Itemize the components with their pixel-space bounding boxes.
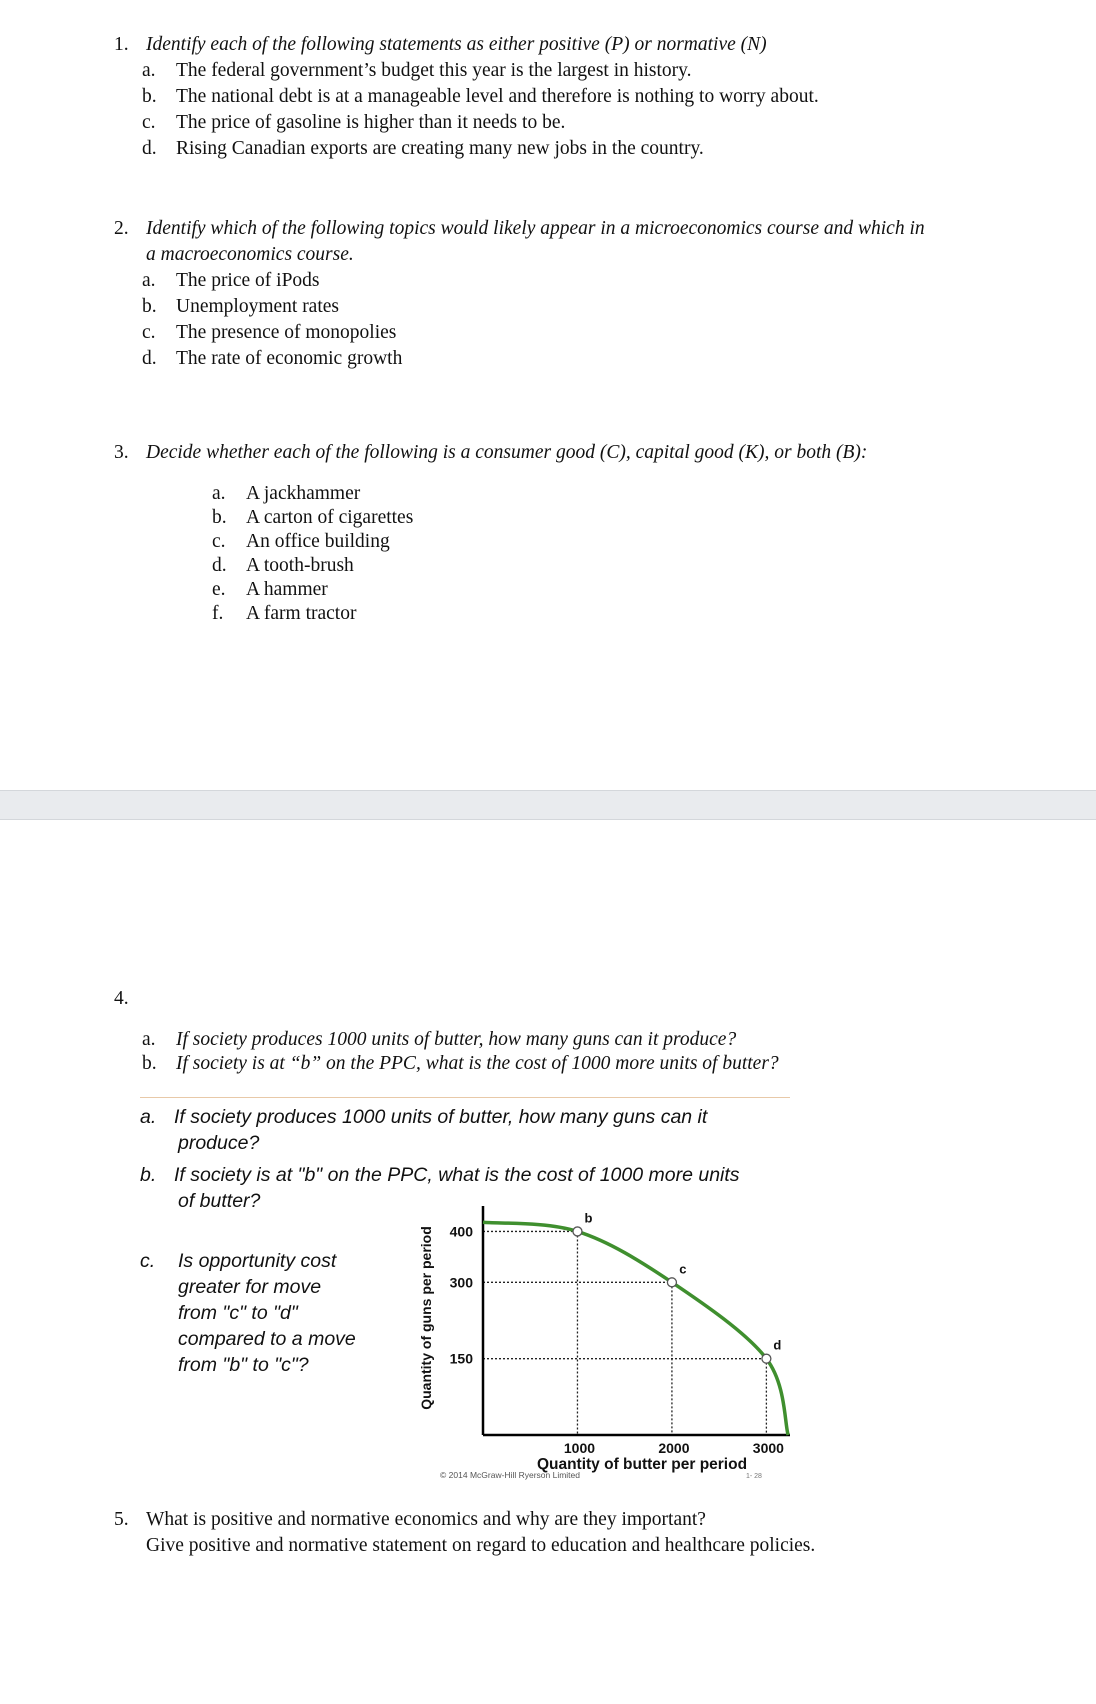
q1-number: 1.: [114, 34, 129, 55]
q3-item-f: f. A farm tractor: [212, 603, 357, 624]
q2-prompt-line2: a macroeconomics course.: [146, 244, 354, 265]
q4-item-a: a. If society produces 1000 units of butter, how many guns can it produce?: [142, 1029, 737, 1050]
point-label-b: b: [584, 1210, 593, 1226]
q4-number: 4.: [114, 988, 129, 1009]
slide-question-c-line2: greater for move: [178, 1276, 322, 1298]
slide-question-a: a. If society produces 1000 units of butter, how many guns can it: [140, 1106, 708, 1128]
x-tick-1000: 1000: [563, 1440, 596, 1456]
q1-prompt: 1. Identify each of the following statements as either positive (P) or normative (N): [114, 32, 767, 58]
q5-line1: 5. What is positive and normative economics and why are they important?: [114, 1507, 706, 1533]
dotted-guides: [483, 1231, 766, 1435]
point-label-d: d: [773, 1337, 782, 1353]
y-tick-400: 400: [449, 1223, 473, 1240]
q3-item-b: b. A carton of cigarettes: [212, 507, 414, 528]
slide-question-b: b. If society is at "b" on the PPC, what is the cost of 1000 more units: [140, 1164, 740, 1186]
copyright-note: © 2014 McGraw-Hill Ryerson Limited: [440, 1470, 580, 1480]
point-b: [573, 1227, 582, 1236]
y-axis-label: Quantity of guns per period: [418, 1226, 434, 1410]
q1-item-b: b. The national debt is at a manageable level and therefore is nothing to worry about.: [142, 86, 819, 107]
q2-item-a: a. The price of iPods: [142, 270, 320, 291]
x-tick-2000: 2000: [658, 1440, 690, 1456]
q4-item-b: b. If society is at “b” on the PPC, what is the cost of 1000 more units of butter?: [142, 1053, 779, 1074]
q2-item-d: d. The rate of economic growth: [142, 348, 403, 369]
slide-question-c-line4: compared to a move: [178, 1328, 356, 1350]
slide-question-a-line2: produce?: [178, 1132, 260, 1154]
q2-number: 2.: [114, 218, 129, 239]
q3-number: 3.: [114, 442, 129, 463]
slide-number: 1- 28: [746, 1473, 762, 1480]
q1-item-c: c. The price of gasoline is higher than it needs to be.: [142, 112, 566, 133]
ppc-chart: [370, 1200, 820, 1490]
x-tick-labels: [564, 1440, 784, 1456]
q3-item-d: d. A tooth-brush: [212, 555, 354, 576]
q3-item-e: e. A hammer: [212, 579, 328, 600]
q1-item-d: d. Rising Canadian exports are creating many new jobs in the country.: [142, 138, 704, 159]
figure-top-rule: [140, 1097, 790, 1098]
q2-item-b: b. Unemployment rates: [142, 296, 339, 317]
ppc-curve: [483, 1222, 788, 1435]
q3-item-a: a. A jackhammer: [212, 483, 361, 504]
slide-question-c-line3: from "c" to "d": [178, 1302, 298, 1324]
x-axis-label: Quantity of butter per period: [536, 1456, 748, 1473]
q3-item-c: c. An office building: [212, 531, 390, 552]
q5-number: 5.: [114, 1509, 129, 1530]
slide-question-b-line2: of butter?: [178, 1190, 261, 1212]
point-label-c: c: [679, 1261, 687, 1277]
q2-item-c: c. The presence of monopolies: [142, 322, 397, 343]
x-tick-3000: 3000: [752, 1440, 784, 1456]
slide-question-c-line5: from "b" to "c"?: [178, 1354, 309, 1376]
point-c: [667, 1278, 676, 1287]
y-tick-labels: [450, 1223, 474, 1366]
y-tick-150: 150: [449, 1350, 473, 1367]
y-tick-300: 300: [449, 1274, 473, 1291]
page-separator: [0, 790, 1096, 820]
q3-prompt: 3. Decide whether each of the following is a consumer good (C), capital good (K), or both (B):: [114, 440, 867, 466]
q1-item-a: a. The federal government’s budget this year is the largest in history.: [142, 60, 692, 81]
slide-question-c-letter: c.: [140, 1250, 156, 1272]
q5-line2: Give positive and normative statement on regard to education and healthcare policies.: [146, 1535, 816, 1556]
q2-prompt: 2. Identify which of the following topics would likely appear in a microeconomics course and which in: [114, 216, 925, 242]
slide-question-c-line1: Is opportunity cost: [178, 1250, 337, 1272]
point-d: [762, 1354, 771, 1363]
